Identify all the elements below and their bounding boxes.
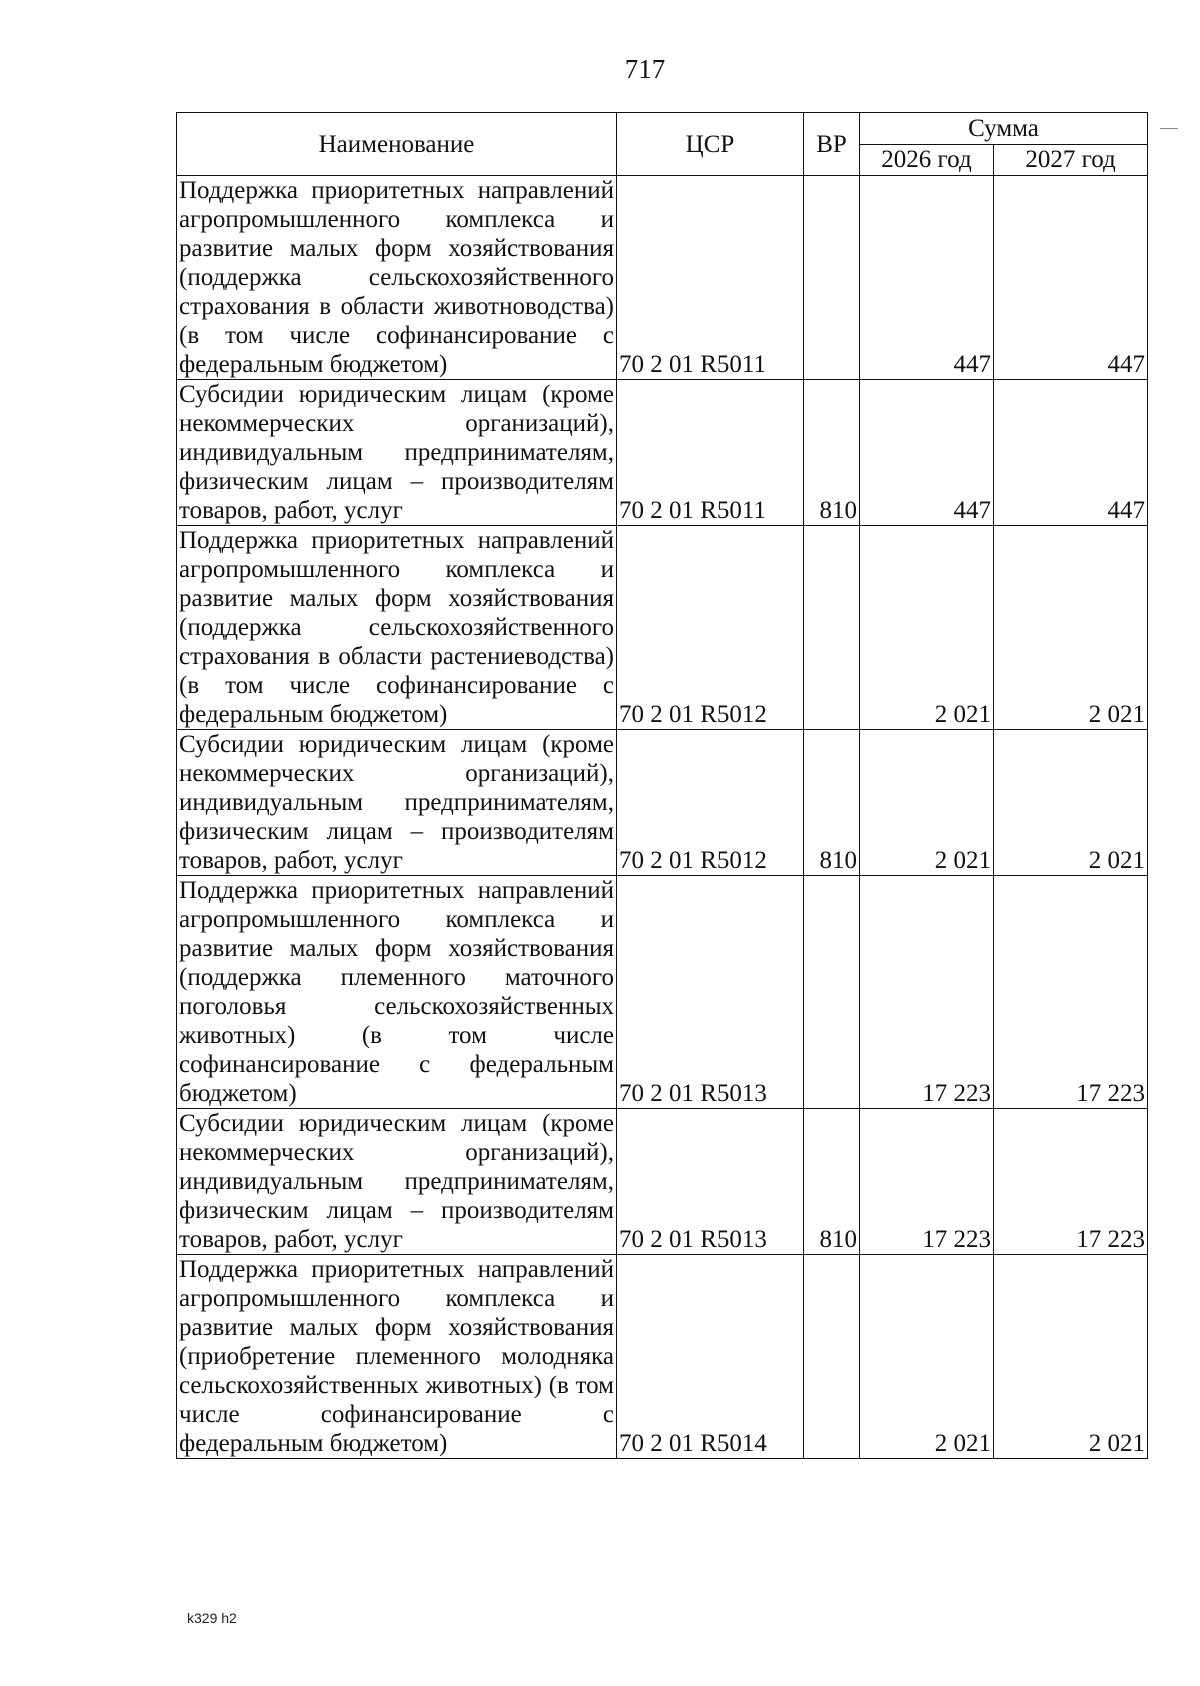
row-amount-2026: 447 xyxy=(860,176,994,380)
row-vr: 810 xyxy=(804,380,860,526)
table-row xyxy=(177,1255,1148,1459)
row-name: Поддержка приоритетных направлений агропромышленного комплекса и развитие малых форм хозяйствования (поддержка сельскохозяйственного страхования в области растениеводства) (в том числе софинансирование с федеральным бюджетом) xyxy=(177,526,617,730)
row-amount-2027: 2 021 xyxy=(994,526,1148,730)
row-name: Субсидии юридическим лицам (кроме некоммерческих организаций), индивидуальным предпринимателям, физическим лицам – производителям товаров, работ, услуг xyxy=(177,380,617,526)
row-vr xyxy=(804,176,860,380)
row-amount-2026: 2 021 xyxy=(860,730,994,876)
row-csr: 70 2 01 R5011 xyxy=(617,176,804,380)
row-amount-2026: 447 xyxy=(860,380,994,526)
row-amount-2026: 2 021 xyxy=(860,1255,994,1459)
row-vr: 810 xyxy=(804,1109,860,1255)
table-row xyxy=(177,1109,1148,1255)
table-row xyxy=(177,526,1148,730)
row-amount-2027: 2 021 xyxy=(994,730,1148,876)
row-name: Поддержка приоритетных направлений агропромышленного комплекса и развитие малых форм хозяйствования (поддержка племенного маточного поголовья сельскохозяйственных животных) (в том числе софинансирование с федеральным бюджетом) xyxy=(177,876,617,1109)
row-name: Субсидии юридическим лицам (кроме некоммерческих организаций), индивидуальным предпринимателям, физическим лицам – производителям товаров, работ, услуг xyxy=(177,1109,617,1255)
header-name: Наименование xyxy=(177,113,617,176)
header-year-2027: 2027 год xyxy=(994,144,1148,176)
row-name: Поддержка приоритетных направлений агропромышленного комплекса и развитие малых форм хозяйствования (поддержка сельскохозяйственного страхования в области животноводства) (в том числе софинансирование с федеральным бюджетом) xyxy=(177,176,617,380)
header-sum: Сумма xyxy=(860,113,1148,145)
row-vr xyxy=(804,526,860,730)
row-vr xyxy=(804,876,860,1109)
page-number: 717 xyxy=(624,54,666,84)
table-row xyxy=(177,876,1148,1109)
row-csr: 70 2 01 R5013 xyxy=(617,876,804,1109)
row-amount-2026: 2 021 xyxy=(860,526,994,730)
margin-mark xyxy=(1160,128,1178,129)
header-vr: ВР xyxy=(804,113,860,176)
row-amount-2027: 17 223 xyxy=(994,876,1148,1109)
row-amount-2026: 17 223 xyxy=(860,876,994,1109)
row-csr: 70 2 01 R5011 xyxy=(617,380,804,526)
row-amount-2027: 447 xyxy=(994,176,1148,380)
row-amount-2027: 2 021 xyxy=(994,1255,1148,1459)
row-csr: 70 2 01 R5013 xyxy=(617,1109,804,1255)
row-amount-2027: 17 223 xyxy=(994,1109,1148,1255)
row-vr xyxy=(804,1255,860,1459)
header-csr: ЦСР xyxy=(617,113,804,176)
row-amount-2027: 447 xyxy=(994,380,1148,526)
budget-table xyxy=(176,112,1148,1459)
table-row xyxy=(177,380,1148,526)
table-body xyxy=(177,176,1148,1459)
row-name: Субсидии юридическим лицам (кроме некоммерческих организаций), индивидуальным предпринимателям, физическим лицам – производителям товаров, работ, услуг xyxy=(177,730,617,876)
row-csr: 70 2 01 R5014 xyxy=(617,1255,804,1459)
row-vr: 810 xyxy=(804,730,860,876)
row-amount-2026: 17 223 xyxy=(860,1109,994,1255)
table-header xyxy=(177,113,1148,176)
row-csr: 70 2 01 R5012 xyxy=(617,730,804,876)
table-row xyxy=(177,730,1148,876)
header-year-2026: 2026 год xyxy=(860,144,994,176)
row-csr: 70 2 01 R5012 xyxy=(617,526,804,730)
footer-code: k329 h2 xyxy=(187,1610,237,1626)
table-row xyxy=(177,176,1148,380)
row-name: Поддержка приоритетных направлений агропромышленного комплекса и развитие малых форм хозяйствования (приобретение племенного молодняка сельскохозяйственных животных) (в том числе софинансирование с федеральным бюджетом) xyxy=(177,1255,617,1459)
